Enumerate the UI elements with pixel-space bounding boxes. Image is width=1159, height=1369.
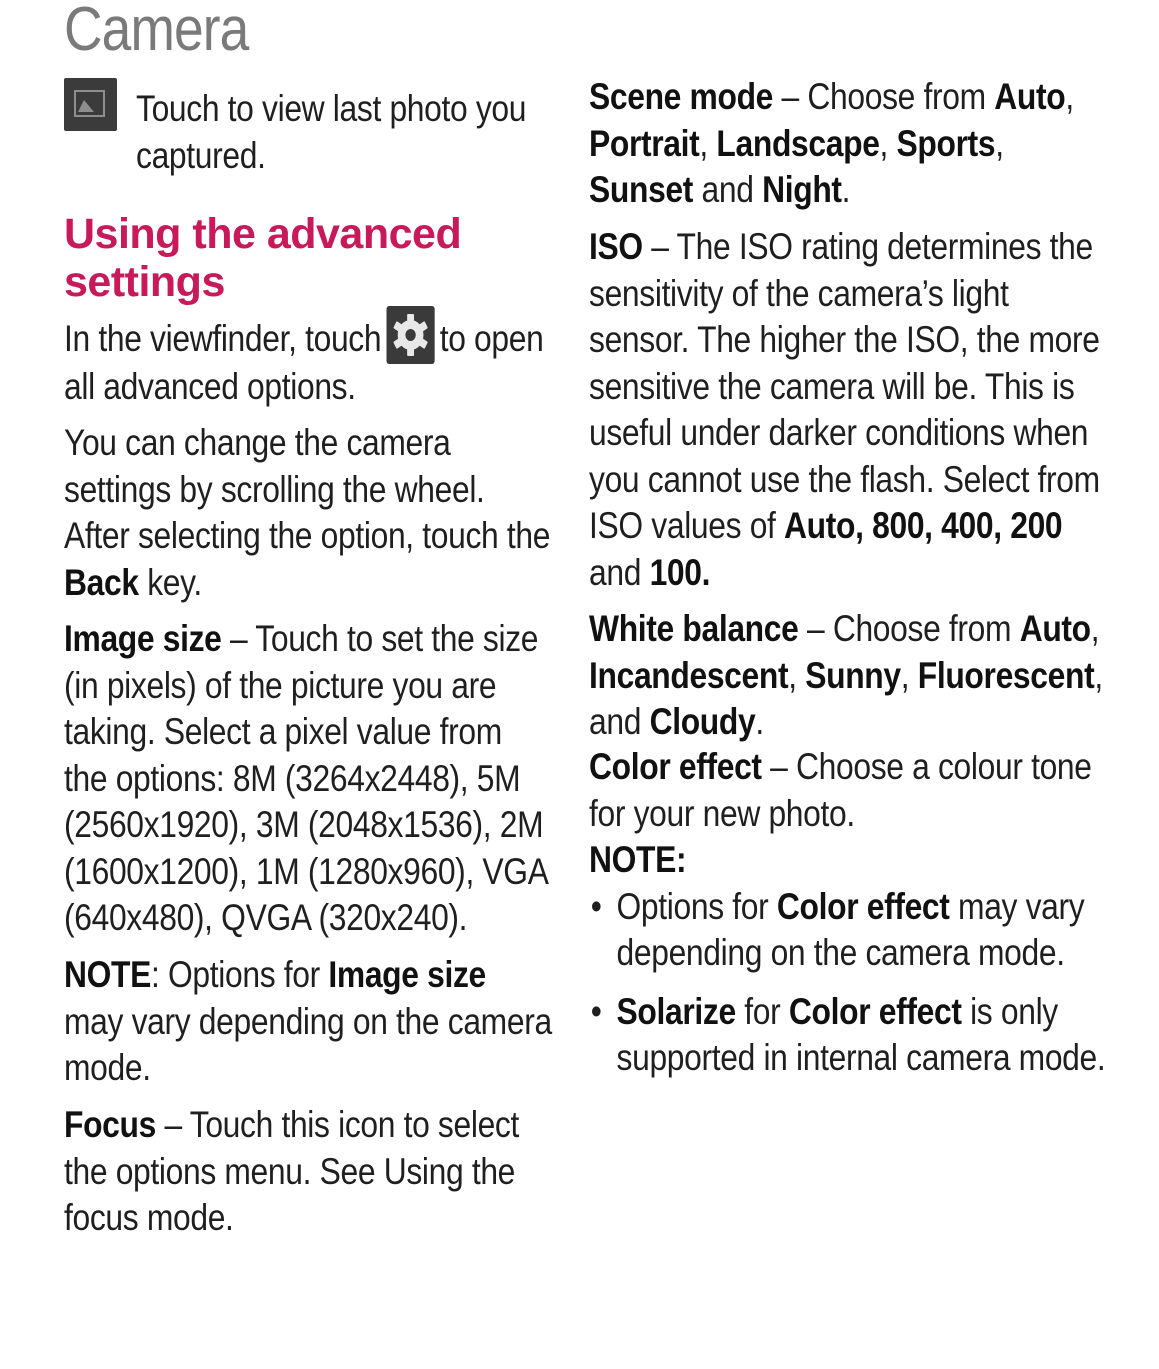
viewfinder-text-before: In the viewfinder, touch	[64, 318, 382, 359]
gallery-thumbnail-icon	[64, 78, 117, 131]
separator: ,	[699, 122, 717, 164]
note-2-mid: for	[735, 990, 789, 1032]
wb-option-fluorescent: Fluorescent	[917, 654, 1095, 696]
iso-values: Auto, 800, 400, 200	[784, 505, 1063, 546]
note-2-solarize-term: Solarize	[616, 990, 736, 1032]
last-photo-description: Touch to view last photo you captured.	[136, 88, 527, 176]
period: .	[755, 701, 764, 742]
color-effect-paragraph	[589, 744, 1108, 1094]
focus-term: Focus	[64, 1104, 156, 1145]
viewfinder-paragraph	[64, 316, 553, 411]
note-2-color-effect-term: Color effect	[788, 990, 962, 1032]
image-size-text: – Touch to set the size (in pixels) of the picture you are taking. Select a pixel value from the options: 8M (3264x2448), 5M (2560x1920), 3M (2048x1536), 2M (1600x1200), 1M (1280x960), VGA (640x480), QVGA (320x240).	[64, 618, 547, 938]
scene-option-landscape: Landscape	[716, 122, 880, 164]
note-image-after: may vary depending on the camera mode.	[64, 1000, 552, 1088]
settings-gear-icon	[386, 306, 434, 364]
note-term: NOTE	[64, 954, 152, 995]
scene-option-sunset: Sunset	[589, 169, 694, 210]
scene-mode-paragraph	[589, 74, 1108, 214]
wb-option-cloudy: Cloudy	[649, 701, 756, 742]
last-photo-text	[136, 86, 549, 179]
color-effect-text: – Choose a colour tone for your new photo.	[589, 746, 1092, 834]
wb-option-auto: Auto	[1019, 608, 1091, 649]
section-heading-line-1: Using the advanced	[64, 210, 462, 258]
list-item	[589, 989, 1108, 1082]
note-heading: NOTE:	[589, 839, 687, 880]
separator: and	[693, 169, 763, 210]
change-settings-before: You can change the camera settings by scrolling the wheel. After selecting the option, touch the	[64, 422, 551, 556]
separator: , and	[589, 654, 1103, 742]
scene-option-night: Night	[762, 169, 842, 210]
note-1-after: may vary depending on the camera mode.	[616, 885, 1085, 973]
image-size-paragraph	[64, 616, 553, 942]
change-settings-after: key.	[138, 561, 202, 603]
iso-term: ISO	[589, 226, 643, 267]
gear-hole	[405, 329, 415, 341]
separator: ,	[879, 122, 897, 164]
back-key-term: Back	[64, 561, 139, 603]
iso-and: and	[589, 551, 650, 593]
white-balance-term: White balance	[589, 608, 799, 649]
separator: ,	[995, 122, 1004, 164]
focus-paragraph	[64, 1102, 553, 1242]
white-balance-paragraph	[589, 606, 1108, 746]
note-image-size-term: Image size	[328, 954, 486, 995]
change-settings-paragraph	[64, 420, 553, 606]
white-balance-intro: – Choose from	[798, 608, 1020, 649]
scene-option-sports: Sports	[896, 122, 996, 164]
note-1-before: Options for	[616, 885, 777, 927]
image-size-term: Image size	[64, 618, 222, 659]
list-item	[589, 884, 1108, 977]
image-size-note	[64, 952, 553, 1092]
iso-last-value: 100.	[649, 551, 711, 593]
scene-mode-intro: – Choose from	[773, 76, 995, 117]
separator: ,	[1065, 76, 1074, 117]
note-image-before: : Options for	[151, 954, 329, 995]
iso-paragraph	[589, 224, 1108, 596]
separator: ,	[1090, 608, 1100, 649]
viewfinder-text-after: to open all advanced options.	[64, 318, 544, 408]
scene-option-portrait: Portrait	[589, 122, 700, 164]
iso-text: – The ISO rating determines the sensitivity of the camera’s light sensor. The higher the ISO, the more sensitive the camera will be. This is useful under darker conditions when you cannot use the flash. Select from ISO values of	[589, 226, 1100, 546]
section-heading-line-2: settings	[64, 258, 225, 306]
last-photo-row	[64, 78, 554, 178]
page-title: Camera	[64, 0, 249, 64]
wb-option-sunny: Sunny	[805, 654, 901, 696]
note-1-color-effect-term: Color effect	[776, 885, 950, 927]
focus-text: – Touch this icon to select the options menu. See Using the focus mode.	[64, 1104, 519, 1238]
picture-mountain-shape	[78, 100, 94, 112]
scene-option-auto: Auto	[994, 76, 1066, 117]
note-2-after: is only supported in internal camera mode.	[616, 990, 1106, 1078]
wb-option-incandescent: Incandescent	[589, 654, 789, 696]
section-heading	[64, 210, 461, 306]
notes-list	[589, 884, 1108, 1082]
separator: ,	[900, 654, 918, 696]
scene-mode-term: Scene mode	[589, 76, 774, 117]
separator: ,	[788, 654, 806, 696]
color-effect-term: Color effect	[589, 746, 762, 787]
period: .	[841, 169, 851, 210]
